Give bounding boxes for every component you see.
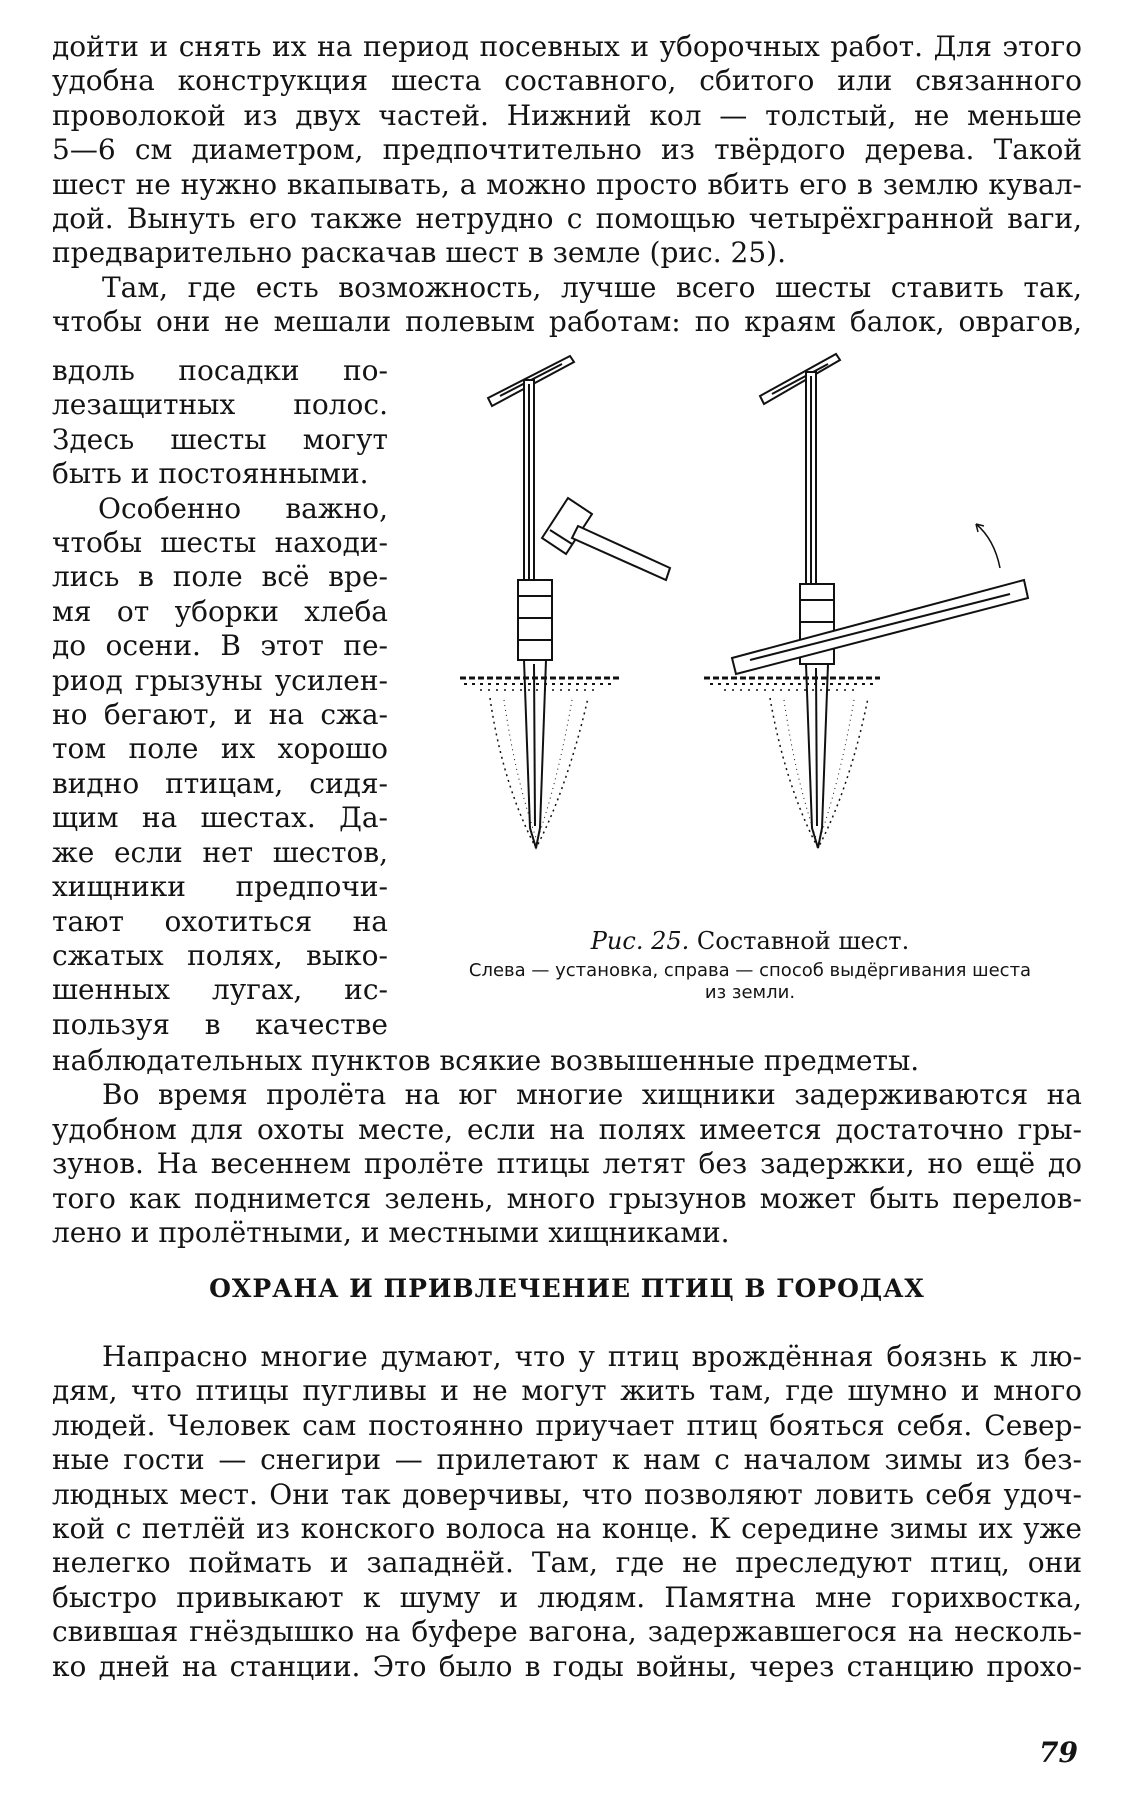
section-heading: ОХРАНА И ПРИВЛЕЧЕНИЕ ПТИЦ В ГОРОДАХ [209,1274,925,1303]
figure-25 [420,348,1080,1038]
text-line: том поле их хорошо [52,732,388,766]
text-line: же если нет шестов, [52,835,388,869]
text-line: шенных лугах, ис- [52,973,388,1007]
text-line: ные гости — снегири — прилетают к нам с началом зимы из без- [52,1443,1082,1477]
text-line: удобном для охоты месте, если на полях имеется достаточно гры- [52,1112,1082,1146]
section-body [52,1340,1082,1684]
text-line: быстро привыкают к шуму и людям. Памятна мне горихвостка, [52,1580,1082,1614]
text-line: тают охотиться на [52,904,388,938]
text-line: дой. Вынуть его также нетрудно с помощью четырёхгранной ваги, [52,202,1082,236]
top-paragraph [52,30,1082,340]
figure-caption-description [420,960,1080,1004]
text-line: дойти и снять их на период посевных и уборочных работ. Для этого [52,30,1082,63]
text-line: людных мест. Они так доверчивы, что позволяют ловить себя удоч- [52,1477,1082,1511]
text-line: кой с петлёй из конского волоса на конце. К середине зимы их уже [52,1512,1082,1546]
text-line: хищники предпочи- [52,870,388,904]
text-line: людей. Человек сам постоянно приучает птиц бояться себя. Север- [52,1408,1082,1442]
text-line: чтобы шесты находи- [52,526,388,560]
text-line: щим на шестах. Да- [52,801,388,835]
text-line: дям, что птицы пугливы и не могут жить там, где шумно и много [52,1374,1082,1408]
text-line: предварительно раскачав шест в земле (рис. 25). [52,236,786,270]
text-line: Напрасно многие думают, что у птиц врождённая боязнь к лю- [102,1340,1082,1373]
after-float-text [52,1044,1082,1250]
text-line: быть и постоянными. [52,457,369,491]
text-line: риод грызуны усилен- [52,663,388,697]
text-line: зунов. На весеннем пролёте птицы летят без задержки, но ещё до [52,1147,1082,1181]
text-line: чтобы они не мешали полевым работам: по краям балок, оврагов, [52,305,1082,339]
figure-number: Рис. 25. [590,927,690,955]
text-line: лено и пролётными, и местными хищниками. [52,1216,730,1250]
text-line: видно птицам, сидя- [52,766,388,800]
caption-line: Слева — установка, справа — способ выдёргивания шеста [468,960,1032,981]
text-line: нелегко поймать и западнёй. Там, где не преследуют птиц, они [52,1546,1082,1580]
text-line: свившая гнёздышко на буфере вагона, задержавшегося на несколь- [52,1615,1082,1649]
composite-pole-illustration [460,348,1060,908]
text-line: того как поднимется зелень, много грызунов может быть перелов- [52,1181,1082,1215]
figure-caption-title [420,926,1080,956]
text-line: 5—6 см диаметром, предпочтительно из твёрдого дерева. Такой [52,133,1082,167]
text-line: удобна конструкция шеста составного, сбитого или связанного [52,64,1082,98]
text-line: ко дней на станции. Это было в годы войны, через станцию прохо- [52,1649,1082,1683]
text-line: Там, где есть возможность, лучше всего шесты ставить так, [102,270,1082,304]
page-number: 79 [1039,1736,1078,1769]
caption-line: из земли. [704,982,796,1003]
text-line: сжатых полях, выко- [52,938,388,972]
text-line: до осени. В этот пе- [52,629,388,663]
text-line: лись в поле всё вре- [52,560,388,594]
text-line: Здесь шесты могут [52,422,388,456]
text-line: проволокой из двух частей. Нижний кол — толстый, не меньше [52,98,1082,132]
text-line: Во время пролёта на юг многие хищники задерживаются на [102,1078,1082,1112]
text-line: шест не нужно вкапывать, а можно просто вбить его в землю кувал- [52,167,1082,201]
text-line: наблюдательных пунктов всякие возвышенные предметы. [52,1044,920,1077]
figure-title: Составной шест. [696,927,910,955]
right-pole-drawing [704,354,1028,848]
text-line: лезащитных полос. [52,388,388,422]
left-pole-drawing [460,356,670,848]
text-line: но бегают, и на сжа- [52,698,388,732]
float-text-column [52,354,388,1042]
text-line: пользуя в качестве [52,1007,388,1041]
text-line: вдоль посадки по- [52,354,388,387]
book-page [52,30,1082,1770]
text-line: Особенно важно, [98,491,388,525]
text-line: мя от уборки хлеба [52,594,388,628]
